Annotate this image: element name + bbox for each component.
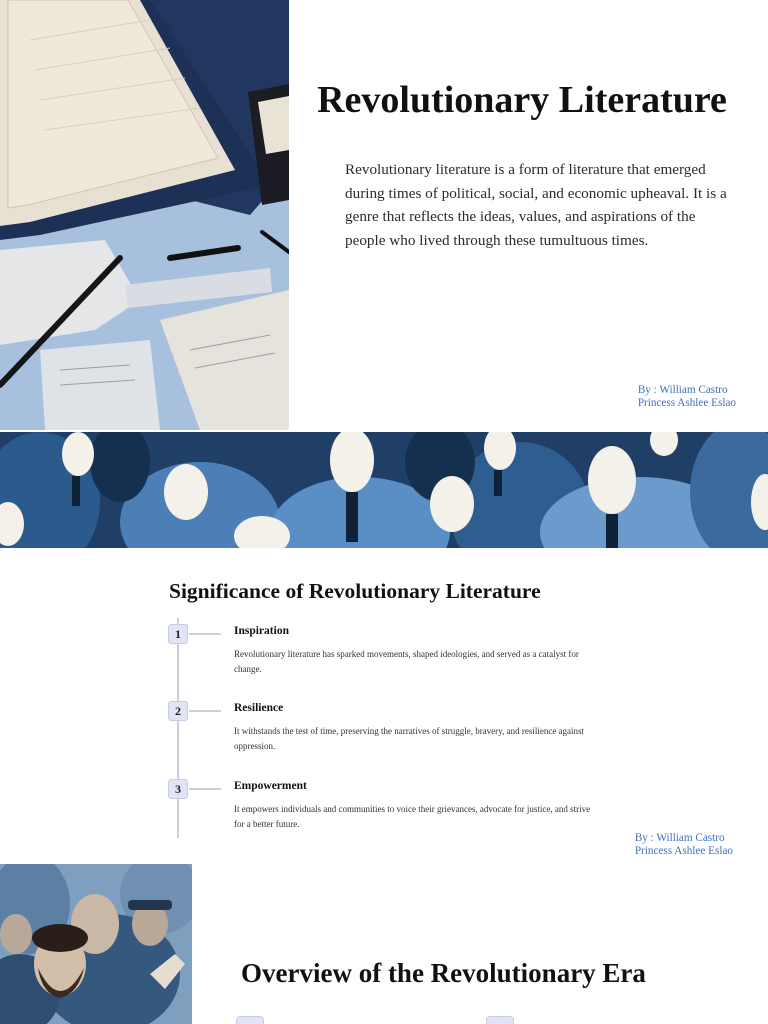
section-title: Overview of the Revolutionary Era [241, 958, 646, 988]
timeline-number-badge [486, 1016, 514, 1024]
timeline-connector [189, 788, 221, 790]
timeline-item [168, 779, 608, 849]
timeline-heading: Resilience [234, 702, 284, 714]
page-title: Revolutionary Literature [317, 79, 727, 121]
timeline-connector [189, 633, 221, 635]
timeline-description: Revolutionary literature has sparked movements, shaped ideologies, and served as a catalyst for change. [234, 649, 579, 674]
timeline-item [168, 624, 608, 694]
timeline-number-badge: 1 [168, 624, 188, 644]
slide-significance [0, 432, 768, 860]
byline-line: By : William Castro [634, 832, 725, 844]
section-title: Significance of Revolutionary Literature [169, 579, 541, 603]
byline-line: Princess Ashlee Eslao [637, 396, 736, 409]
author-byline [635, 832, 733, 857]
timeline-item [168, 701, 608, 771]
author-byline [638, 384, 736, 409]
timeline-connector [189, 710, 221, 712]
byline-line: Princess Ashlee Eslao [634, 844, 733, 857]
desk-papers-illustration [0, 0, 289, 430]
slide-overview [0, 864, 768, 1024]
timeline-number-badge: 3 [168, 779, 188, 799]
timeline-heading: Empowerment [234, 780, 307, 792]
timeline-number-badge: 2 [168, 701, 188, 721]
lightbulb-crowd-illustration [0, 432, 768, 548]
timeline-number-badge [236, 1016, 264, 1024]
timeline-description: It empowers individuals and communities to voice their grievances, advocate for justice, and strive for a better future. [234, 804, 591, 829]
revolutionaries-illustration [0, 864, 192, 1024]
byline-line: By : William Castro [637, 384, 728, 396]
slide-title [0, 0, 768, 430]
intro-paragraph: Revolutionary literature is a form of literature that emerged during times of political, social, and economic upheaval. It is a genre that reflects the ideas, values, and aspirations of the people who lived through these tumultuous times. [345, 161, 727, 249]
timeline-description: It withstands the test of time, preserving the narratives of struggle, bravery, and resilience against oppression. [234, 726, 585, 751]
timeline-heading: Inspiration [234, 625, 289, 637]
